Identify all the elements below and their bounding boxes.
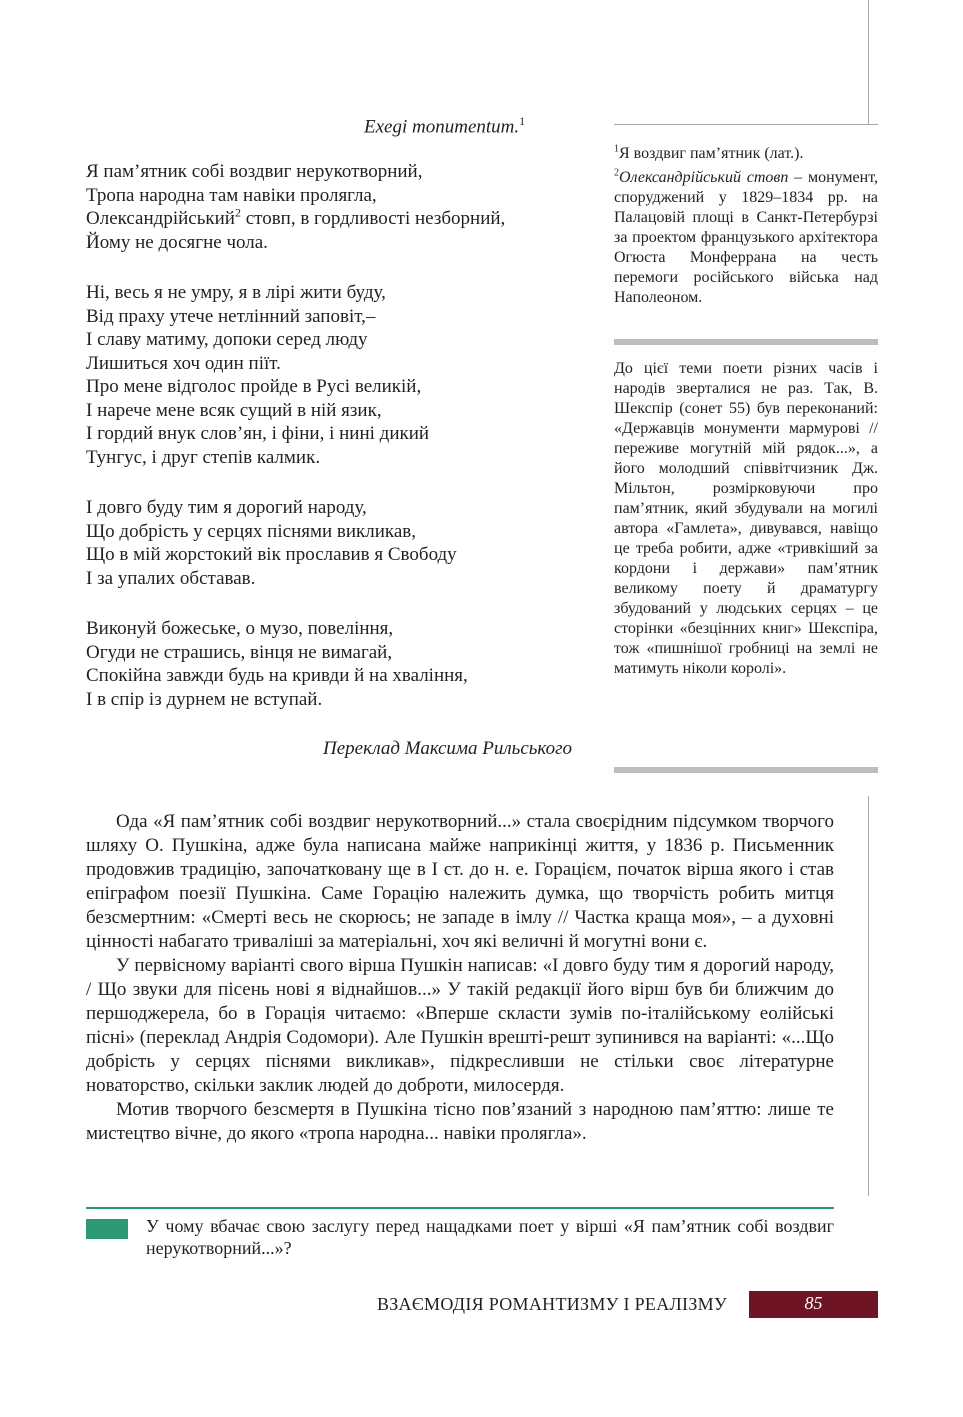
question-top-rule [86, 1207, 834, 1209]
review-question: У чому вбачає свою заслугу перед нащадками поет у вірші «Я пам’ятник собі воздвиг нерукотворний...»? [146, 1216, 834, 1258]
top-right-vertical-rule [868, 0, 869, 124]
translator-credit: Переклад Максима Рильського [323, 738, 572, 759]
poem-line: Лишиться хоч один піїт. [86, 352, 281, 374]
poem-line: Тунгус, і друг степів калмик. [86, 446, 321, 468]
page-number-box [749, 1291, 878, 1318]
body-paragraph: Мотив творчого безсмертя в Пушкіна тісно пов’язаний з народною пам’яттю: лише те мистецтво вічне, до якого «тропа народна... навіки пролягла». [86, 1099, 834, 1144]
footnotes-divider-bar [614, 339, 878, 345]
poem-line: Що в мій жорстокий вік прославив я Свободу [86, 544, 457, 565]
poem-line: Від праху утече нетлінний заповіт,– [86, 305, 376, 327]
poem-line: Що добрість у серцях піснями викликав, [86, 520, 417, 542]
poem-line: Ні, весь я не умру, я в лірі жити буду, [86, 282, 386, 303]
poem-stanza-1 [86, 160, 586, 254]
poem-line: Я пам’ятник собі воздвиг нерукотворний, [86, 161, 423, 182]
poem-line: І за упалих обставав. [86, 567, 256, 589]
sidebar-note: До цієї теми поети різних часів і народів зверталися не раз. Так, В. Шекспір (сонет 55) був переконаний: «Державців монументи мармурові // переживе могутній мій рядок...», а його молодший співвітчизник Дж. Мільтон, розмірковуючи про пам’ятник, який збудували на могилі автора «Гамлета», дивувався, навіщо це треба робити, адже «тривкіший за кордони і держави» пам’ятник великому поету й драматургу збудований у людських серцях – це сторінки «безцінних книг» Шекспіра, тож «пишнішої гробниці на землі не матимуть ніколи королі». [614, 360, 878, 677]
poem-line: Тропа народна там навіки пролягла, [86, 184, 377, 206]
footnote-1: $^1$Я воздвиг пам’ятник (лат.). [614, 143, 804, 162]
poem-line: Олександрійський$^2$ стовп, в гордливості незборний, [86, 205, 506, 229]
sidebar-bottom-bar [614, 767, 878, 773]
middle-right-vertical-rule [868, 796, 869, 1196]
poem-line: І славу матиму, допоки серед люду [86, 329, 368, 350]
poem-line: Про мене відголос пройде в Русі великій, [86, 376, 422, 397]
stanza-footnote-ref: 2 [234, 205, 241, 220]
poem-line: І довго буду тим я дорогий народу, [86, 497, 367, 518]
page-number: 85 [804, 1293, 823, 1313]
poem-line: І нарече мене всяк сущий в ній язик, [86, 399, 382, 421]
poem-stanza-4 [86, 617, 586, 711]
poem-line: І гордий внук слов’ян, і фіни, і нині дикий [86, 423, 430, 444]
poem-epigraph: Exegi monumentum.$^1$ [364, 114, 526, 138]
poem-line: І в спір із дурнем не вступай. [86, 688, 323, 710]
poem-line: Виконуй божеське, о музо, повеління, [86, 618, 394, 639]
poem-stanza-2 [86, 281, 586, 469]
poem-line: Спокійна завжди будь на кривди й на хваління, [86, 665, 468, 686]
running-footer-title: ВЗАЄМОДІЯ РОМАНТИЗМУ І РЕАЛІЗМУ [376, 1294, 727, 1314]
footnote-2: $^2$Олександрійський стовп – монумент, споруджений у 1829–1834 рр. на Палацовій площі в Санкт-Петербурзі за проектом французького архітектора Огюста Монферрана на честь перемоги російського війська над Наполеоном. [614, 167, 878, 306]
footnotes-top-rule [614, 124, 878, 125]
body-paragraph: Ода «Я пам’ятник собі воздвиг нерукотворний...» стала своєрідним підсумком творчого шляху О. Пушкіна, адже була написана майже наприкінці життя, у 1836 р. Письменник продовжив традицію, започатковану ще в І ст. до н. е. Горацієм, початок вірша якого і став епіграфом поезії Пушкіна. Саме Горацію належить думка, що творчість робить митця безсмертним: «Смерті весь не скорюсь; не западе в імлу // Частка краща моя», – а духовні цінності набагато триваліші за матеріальні, хоч які величні й могутні вони є. [86, 811, 834, 952]
poem-line: Огуди не страшись, вінця не вимагай, [86, 641, 393, 663]
body-paragraph: У первісному варіанті свого вірша Пушкін написав: «І довго буду тим я дорогий народу, / Що звуки для пісень нові я віднайшов...» У такій редакції його вірш був би ближчим до першоджерела, бо в Горація читаємо: «Вперше скласти зумів по-італійському еолійські пісні» (переклад Андрія Содомори). Але Пушкін врешті-решт зупинився на варіанті: «...Що добрість у серцях піснями викликав», підкресливши не стільки своє літературне новаторство, скільки заклик людей до доброти, милосердя. [86, 955, 834, 1096]
poem-line: Йому не досягне чола. [86, 231, 268, 253]
question-marker [86, 1219, 128, 1239]
epigraph-footnote-ref: 1 [519, 114, 526, 128]
footnote-term: Олександрійський стовп [619, 169, 789, 186]
poem-stanza-3 [86, 496, 586, 590]
main-article [86, 810, 834, 1146]
